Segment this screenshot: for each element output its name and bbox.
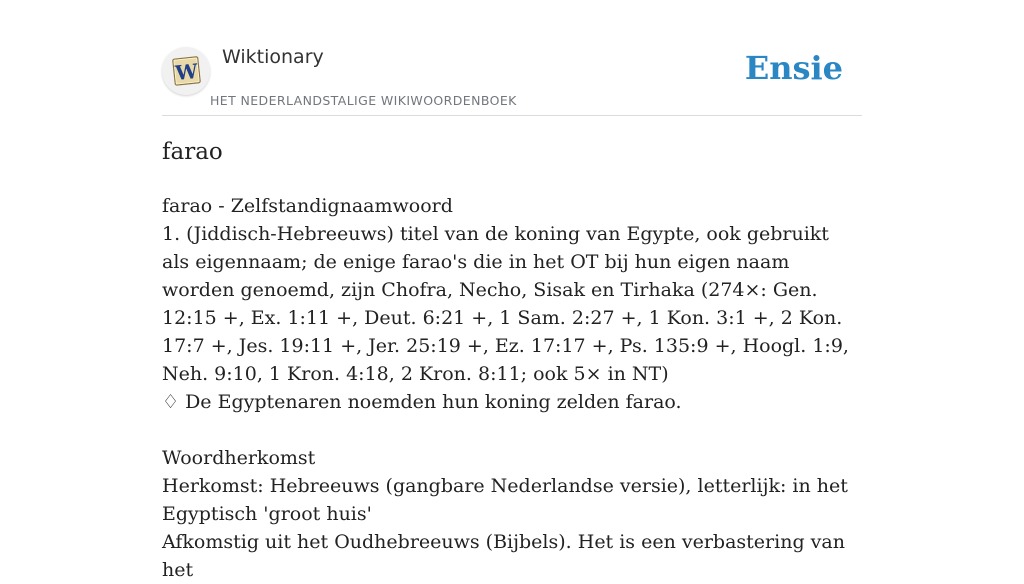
site-subtitle: HET NEDERLANDSTALIGE WIKIWOORDENBOEK xyxy=(210,93,517,108)
entry-content xyxy=(162,192,862,584)
svg-text:W: W xyxy=(174,58,200,86)
site-name[interactable]: Wiktionary xyxy=(222,46,324,68)
part-of-speech-line: farao - Zelfstandignaamwoord xyxy=(162,195,453,217)
usage-example: ♢ De Egyptenaren noemden hun koning zelden farao. xyxy=(162,391,682,413)
page-title: farao xyxy=(162,139,223,165)
wiktionary-logo-icon[interactable] xyxy=(162,47,210,95)
ensie-brand-logo[interactable]: Ensie xyxy=(744,49,843,87)
etymology-origin: Herkomst: Hebreeuws (gangbare Nederlandse versie), letterlijk: in het Egyptisch 'groot huis' xyxy=(162,475,848,525)
spacer xyxy=(162,416,862,444)
site-header xyxy=(162,0,862,116)
definition: 1. (Jiddisch-Hebreeuws) titel van de koning van Egypte, ook gebruikt als eigennaam; de enige farao's die in het OT bij hun eigen naam worden genoemd, zijn Chofra, Necho, Sisak en Tirhaka (274×: Gen. 12:15 +, Ex. 1:11 +, Deut. 6:21 +, 1 Sam. 2:27 +, 1 Kon. 3:1 +, 2 Kon. 17:7 +, Jes. 19:11 +, Jer. 25:19 +, Ez. 17:17 +, Ps. 135:9 +, Hoogl. 1:9, Neh. 9:10, 1 Kron. 4:18, 2 Kron. 8:11; ook 5× in NT) xyxy=(162,223,849,385)
etymology-heading: Woordherkomst xyxy=(162,447,316,469)
page-container xyxy=(162,0,862,581)
etymology-detail: Afkomstig uit het Oudhebreeuws (Bijbels). Het is een verbastering van het xyxy=(162,531,845,581)
